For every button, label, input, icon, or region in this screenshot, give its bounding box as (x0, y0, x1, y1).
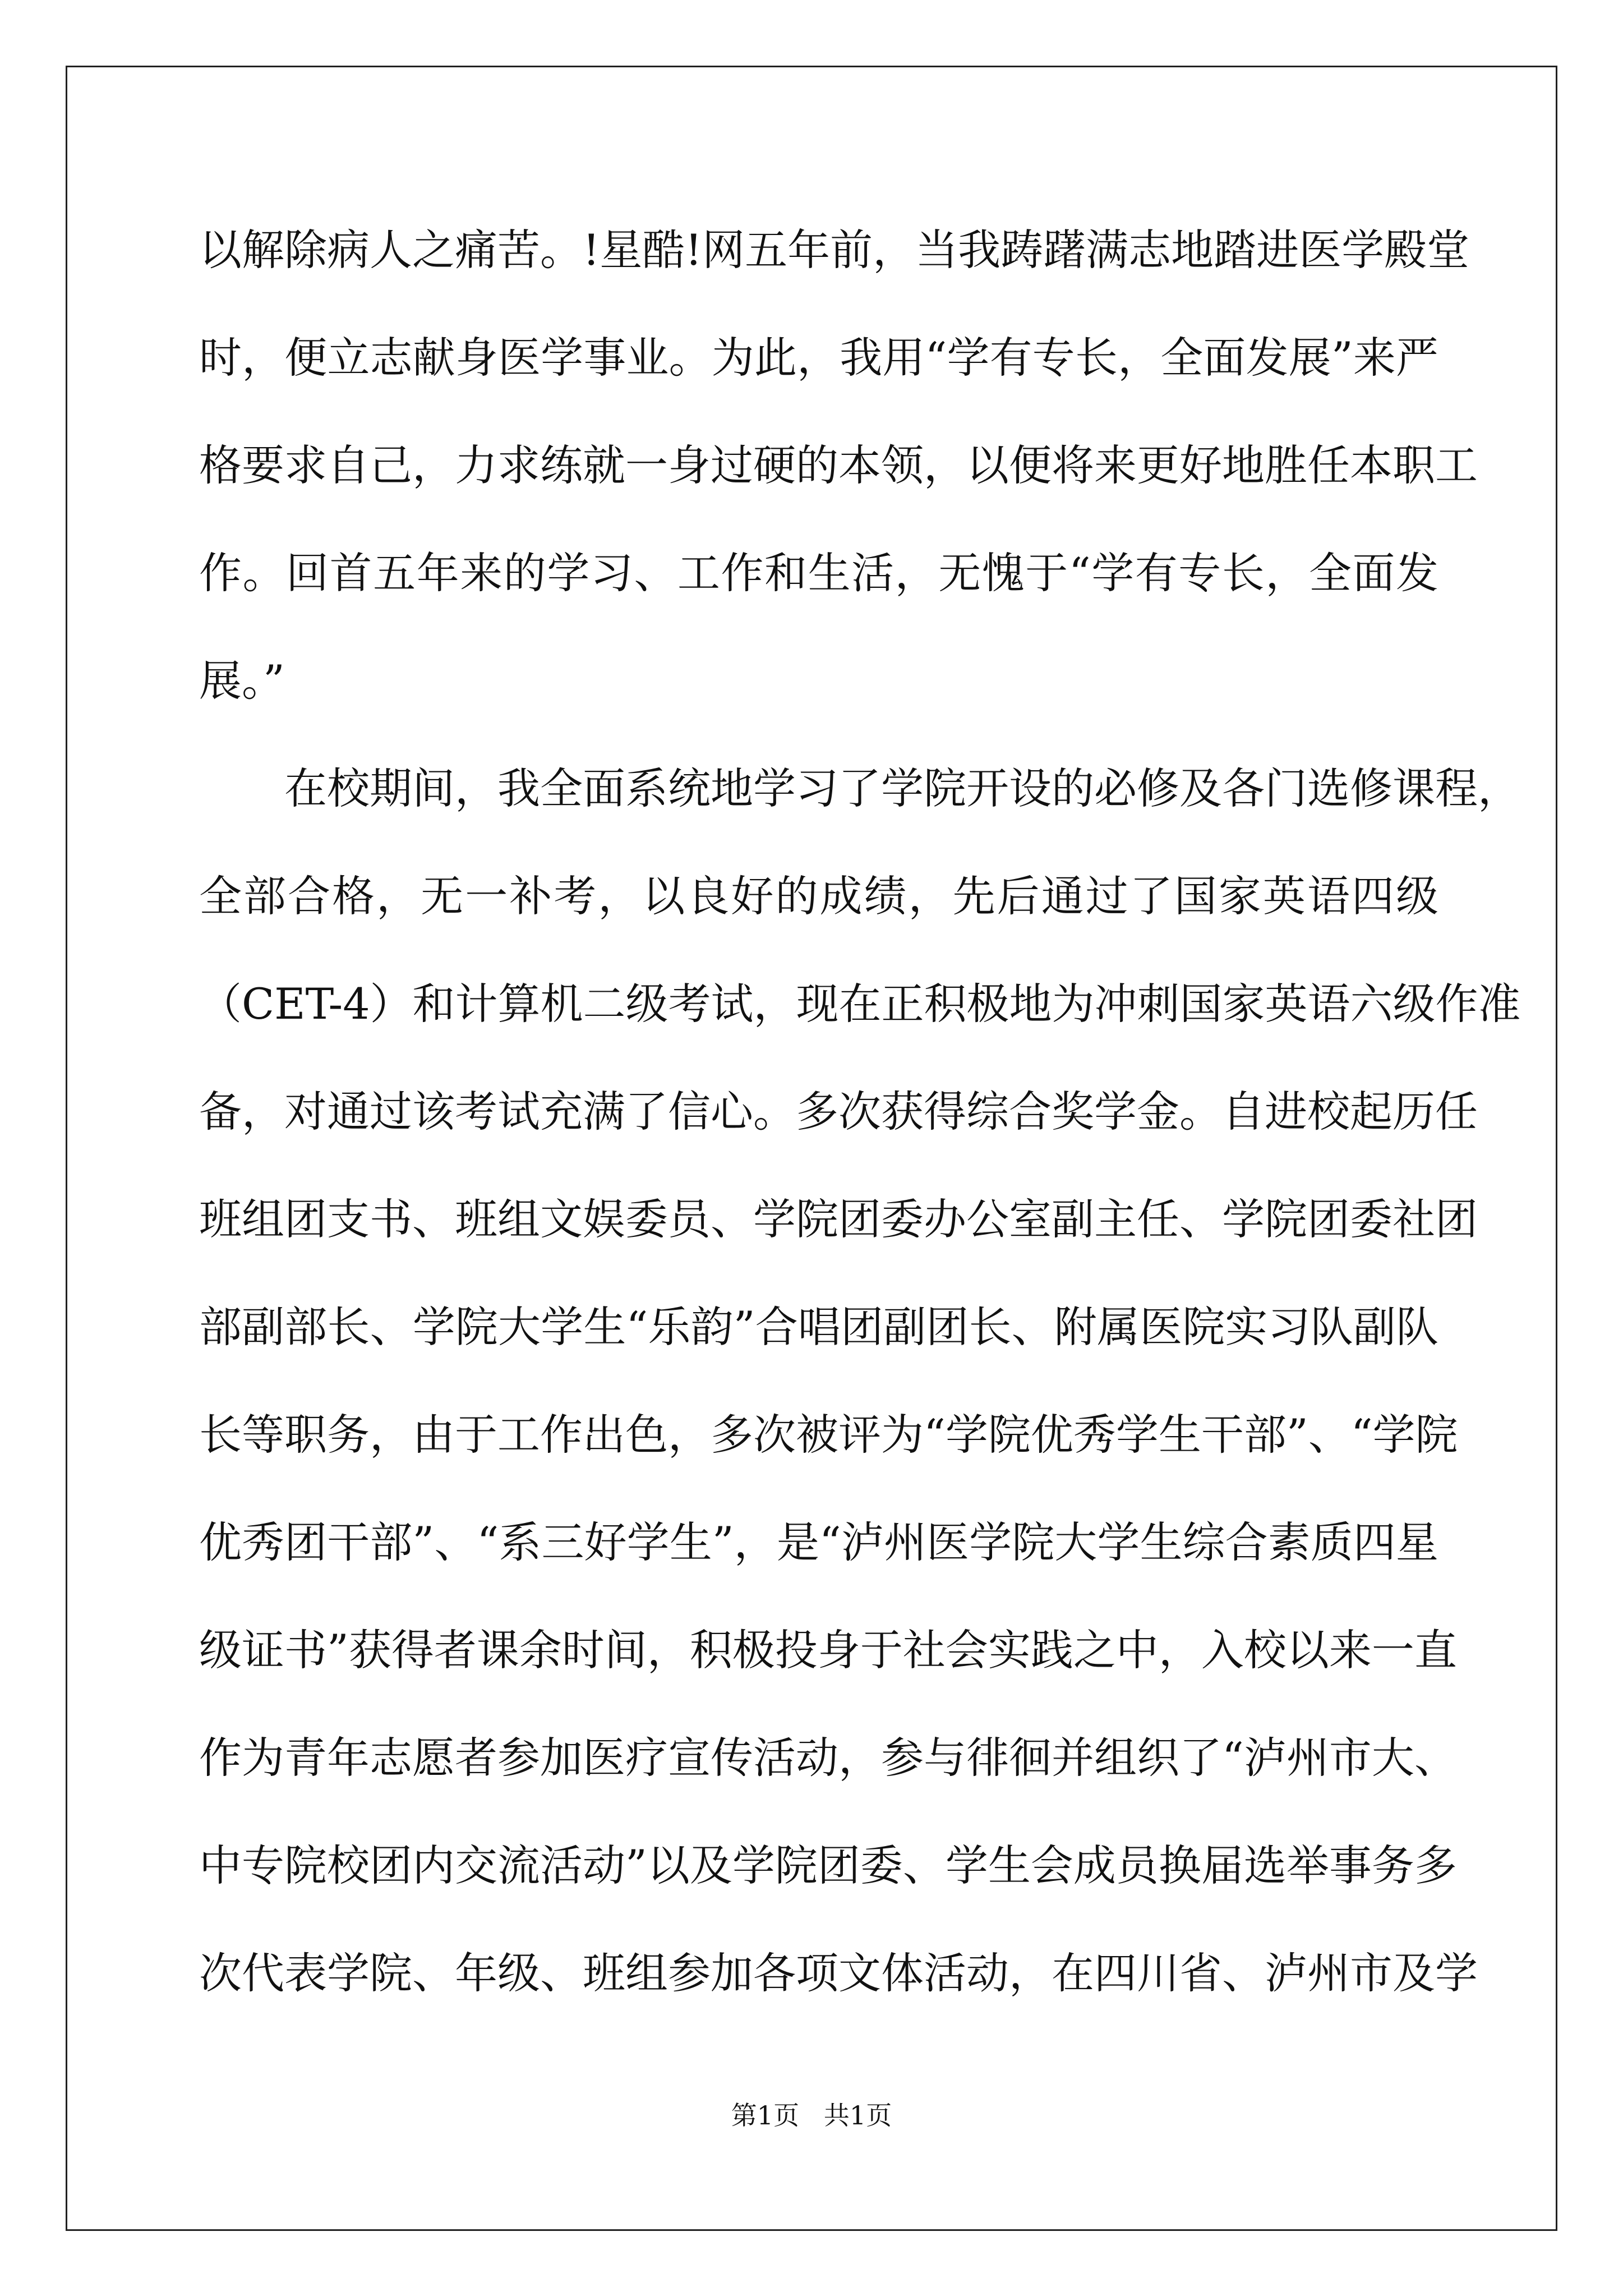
document-body (199, 196, 1521, 2027)
text-line: 中专院校团内交流活动”以及学院团委、学生会成员换届选举事务多 (199, 1841, 1457, 1890)
text-line: 格要求自己，力求练就一身过硬的本领，以便将来更好地胜任本职工 (199, 440, 1478, 490)
paragraph-2 (199, 735, 1521, 2027)
text-line: 在校期间，我全面系统地学习了学院开设的必修及各门选修课程， (284, 763, 1520, 813)
text-line: 级证书”获得者课余时间，积极投身于社会实践之中，入校以来一直 (199, 1625, 1457, 1675)
text-line: 次代表学院、年级、班组参加各项文体活动，在四川省、泸州市及学 (199, 1948, 1478, 1998)
text-line: 作为青年志愿者参加医疗宣传活动，参与徘徊并组织了“泸州市大、 (199, 1733, 1457, 1783)
paragraph-1 (199, 196, 1478, 735)
text-line: 备，对通过该考试充满了信心。多次获得综合奖学金。自进校起历任 (199, 1087, 1478, 1137)
text-line: 作。回首五年来的学习、工作和生活，无愧于“学有专长，全面发 (199, 548, 1438, 598)
text-line: （CET-4）和计算机二级考试，现在正积极地为冲刺国家英语六级作准 (199, 979, 1521, 1029)
page-number-footer: 第1页 共1页 (731, 2100, 892, 2131)
text-line: 优秀团干部”、“系三好学生”，是“泸州医学院大学生综合素质四星 (199, 1517, 1438, 1567)
text-line: 以解除病人之痛苦。!星酷!网五年前，当我踌躇满志地踏进医学殿堂 (199, 225, 1470, 275)
text-line: 部副部长、学院大学生“乐韵”合唱团副团长、附属医院实习队副队 (199, 1302, 1438, 1352)
text-line: 长等职务，由于工作出色，多次被评为“学院优秀学生干部”、“学院 (199, 1410, 1458, 1460)
text-line: 全部合格，无一补考，以良好的成绩，先后通过了国家英语四级 (199, 871, 1438, 921)
text-line: 时，便立志献身医学事业。为此，我用“学有专长，全面发展”来严 (199, 333, 1438, 383)
text-line: 展。” (199, 656, 285, 706)
text-line: 班组团支书、班组文娱委员、学院团委办公室副主任、学院团委社团 (199, 1194, 1478, 1244)
